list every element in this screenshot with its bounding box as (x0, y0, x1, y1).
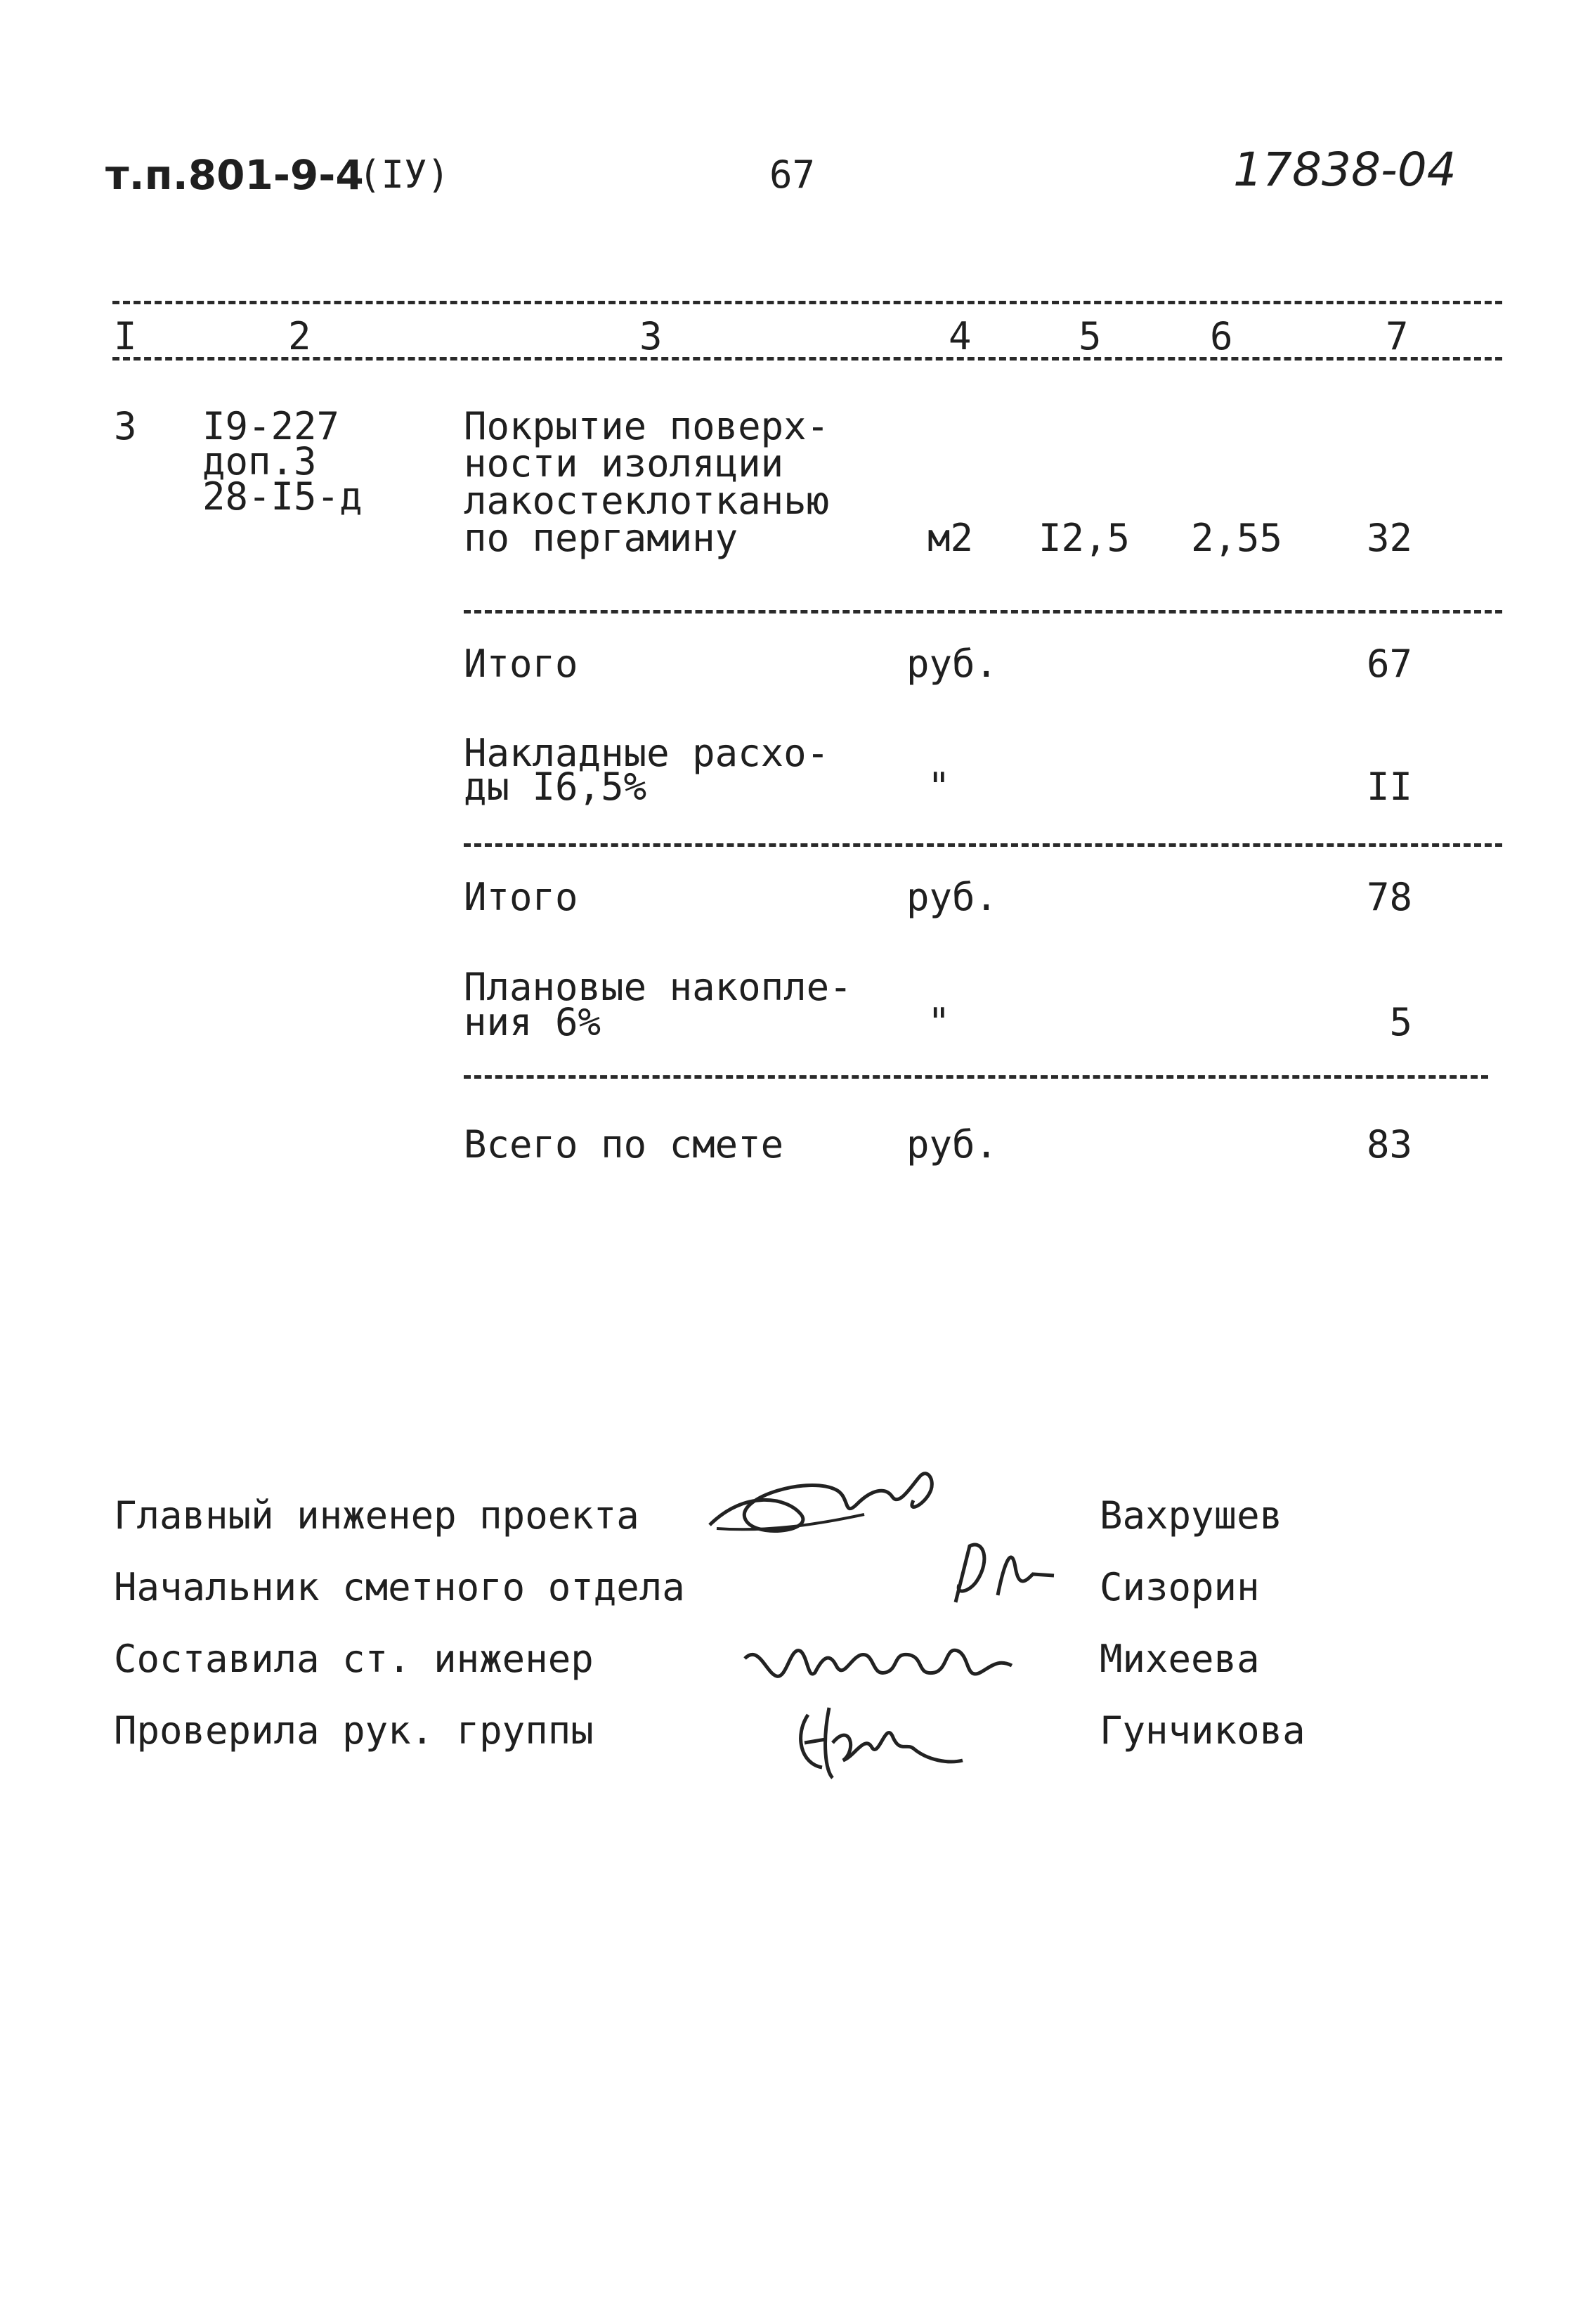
subtotal-value: 67 (1366, 642, 1412, 686)
item-description-line: Покрытие поверх- (464, 404, 830, 448)
planned-savings-unit: " (927, 1000, 951, 1044)
subtotal-label: Итого (464, 642, 578, 686)
column-header-6: 6 (1210, 314, 1233, 358)
signatory-name: Сизорин (1100, 1565, 1260, 1609)
item-quantity: I2,5 (1038, 516, 1131, 560)
planned-savings-label-line: Плановые накопле- (464, 965, 852, 1009)
grand-total-unit: руб. (906, 1122, 998, 1167)
project-code: т.п.801-9-4 (105, 151, 364, 199)
column-header-3: 3 (639, 314, 663, 358)
overhead-unit: " (927, 765, 951, 809)
item-cost: 32 (1366, 516, 1412, 560)
signature-role: Составила ст. инженер (114, 1637, 594, 1681)
overhead-label-line: ды I6,5% (464, 765, 647, 809)
signatory-name: Вахрушев (1100, 1493, 1283, 1538)
planned-savings-value: 5 (1389, 1000, 1412, 1044)
item-description-line: ности изоляции (464, 441, 784, 486)
item-description-line: лакостеклотканью (464, 479, 830, 523)
subtotal-2-unit: руб. (906, 875, 998, 919)
column-header-7: 7 (1386, 314, 1409, 358)
item-number: 3 (114, 404, 137, 448)
item-code-3: 28-I5-д (202, 474, 363, 519)
item-rule (464, 610, 1502, 614)
handwritten-signature (927, 1532, 1082, 1616)
table-header-rule (112, 357, 1502, 361)
item-description-line: по пергамину (464, 516, 738, 560)
item-unit: м2 (927, 516, 974, 560)
subtotal-2-value: 78 (1366, 875, 1412, 919)
grand-total-value: 83 (1366, 1122, 1412, 1167)
document-number: 17838-04 (1233, 143, 1457, 197)
column-header-2: 2 (288, 314, 311, 358)
planned-savings-label-line: ния 6% (464, 1000, 601, 1044)
item-price: 2,55 (1191, 516, 1283, 560)
table-top-rule (112, 301, 1502, 304)
grand-total-label: Всего по смете (464, 1122, 784, 1167)
column-header-4: 4 (949, 314, 972, 358)
overhead-value: II (1366, 765, 1412, 809)
signatory-name: Михеева (1100, 1637, 1260, 1681)
column-header-5: 5 (1079, 314, 1102, 358)
item-code-2: доп.3 (202, 439, 317, 483)
planned-savings-rule (464, 1075, 1488, 1079)
overhead-rule (464, 843, 1502, 847)
signatory-name: Гунчикова (1100, 1708, 1305, 1753)
handwritten-signature (787, 1694, 970, 1792)
signature-role: Начальник сметного отдела (114, 1565, 685, 1609)
item-code-1: I9-227 (202, 404, 340, 448)
subtotal-unit: руб. (906, 642, 998, 686)
signature-role: Проверила рук. группы (114, 1708, 594, 1753)
column-header-1: I (114, 314, 137, 358)
volume-label: (IУ) (358, 152, 450, 197)
handwritten-signature (738, 1616, 1033, 1701)
subtotal-2-label: Итого (464, 875, 578, 919)
overhead-label-line: Накладные расхо- (464, 731, 830, 775)
signature-role: Главный инженер проекта (114, 1493, 639, 1538)
page-number: 67 (769, 152, 816, 197)
